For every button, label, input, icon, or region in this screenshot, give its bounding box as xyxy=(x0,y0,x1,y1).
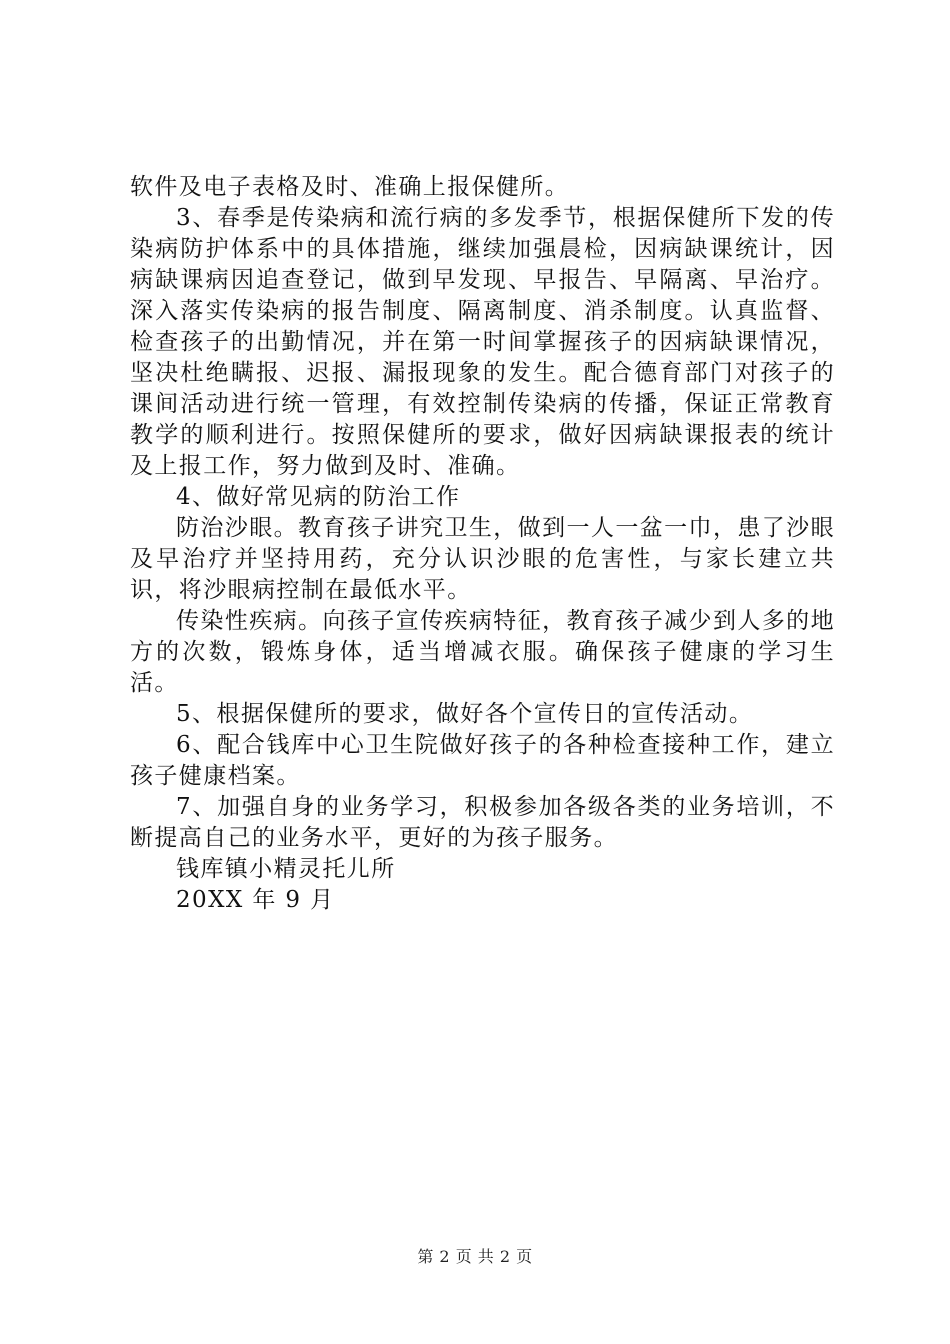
document-body xyxy=(130,172,835,916)
paragraph-continued: 软件及电子表格及时、准确上报保健所。 xyxy=(130,174,570,200)
paragraph-trachoma: 防治沙眼。教育孩子讲究卫生，做到一人一盆一巾，患了沙眼及早治疗并坚持用药，充分认识沙眼的危害性，与家长建立共识，将沙眼病控制在最低水平。 xyxy=(130,515,835,603)
paragraph-item-6: 6、配合钱库中心卫生院做好孩子的各种检查接种工作，建立孩子健康档案。 xyxy=(130,732,835,789)
signature-organization: 钱库镇小精灵托儿所 xyxy=(176,856,396,882)
paragraph-item-7: 7、加强自身的业务学习，积极参加各级各类的业务培训，不断提高自己的业务水平，更好的为孩子服务。 xyxy=(130,794,835,851)
page-number-footer: 第 2 页 共 2 页 xyxy=(417,1247,533,1266)
paragraph-infectious-disease: 传染性疾病。向孩子宣传疾病特征，教育孩子减少到人多的地方的次数，锻炼身体，适当增减衣服。确保孩子健康的学习生活。 xyxy=(130,608,835,696)
paragraph-item-3: 3、春季是传染病和流行病的多发季节，根据保健所下发的传染病防护体系中的具体措施，继续加强晨检，因病缺课统计，因病缺课病因追查登记，做到早发现、早报告、早隔离、早治疗。深入落实传染病的报告制度、隔离制度、消杀制度。认真监督、检查孩子的出勤情况，并在第一时间掌握孩子的因病缺课情况，坚决杜绝瞒报、迟报、漏报现象的发生。配合德育部门对孩子的课间活动进行统一管理，有效控制传染病的传播，保证正常教育教学的顺利进行。按照保健所的要求，做好因病缺课报表的统计及上报工作，努力做到及时、准确。 xyxy=(130,205,835,479)
paragraph-item-5: 5、根据保健所的要求，做好各个宣传日的宣传活动。 xyxy=(176,701,754,727)
signature-date: 20XX 年 9 月 xyxy=(176,887,335,913)
paragraph-item-4-heading: 4、做好常见病的防治工作 xyxy=(176,484,461,510)
